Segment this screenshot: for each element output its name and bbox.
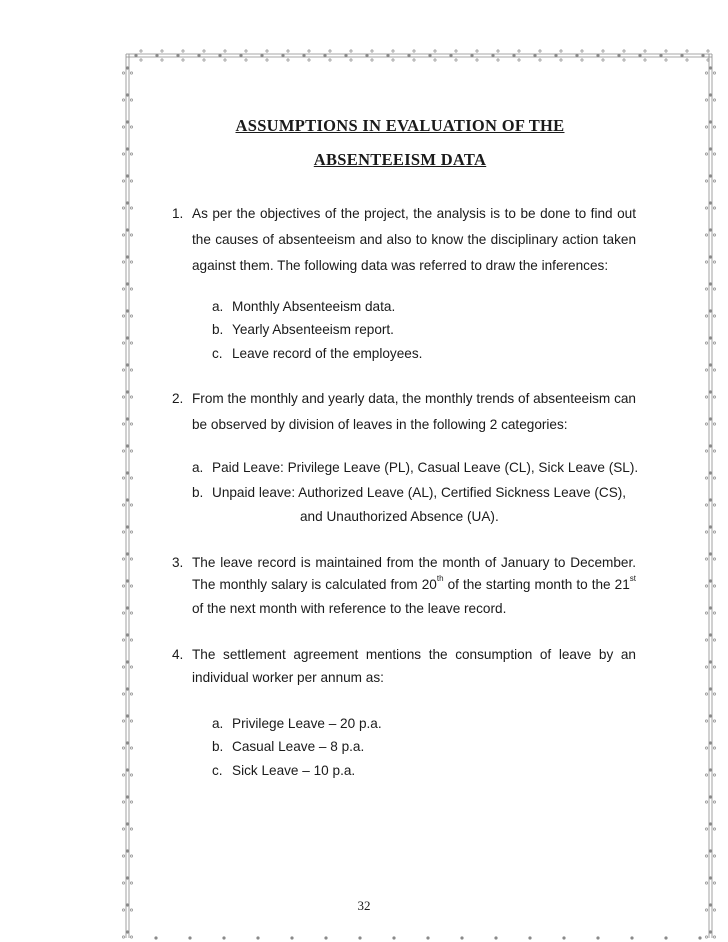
- sub-item-marker: c.: [212, 346, 223, 361]
- sub-item-text: Privilege Leave – 20 p.a.: [232, 716, 382, 731]
- sub-item-marker: a.: [212, 299, 224, 314]
- paragraph-line: of the next month with reference to the leave record.: [192, 601, 507, 616]
- page-number: 32: [357, 898, 371, 913]
- sub-item-text: Casual Leave – 8 p.a.: [232, 739, 365, 754]
- sub-item-text: Yearly Absenteeism report.: [232, 322, 394, 337]
- paragraph-line: The settlement agreement mentions the consumption of leave by an: [192, 647, 636, 662]
- paragraph-line: The monthly salary is calculated from 20th of the starting month to the 21st: [192, 574, 637, 592]
- list-item-number: 2.: [172, 391, 184, 406]
- sub-item-marker: b.: [212, 322, 224, 337]
- list-item-number: 4.: [172, 647, 184, 662]
- paragraph-line: against them. The following data was referred to draw the inferences:: [192, 258, 609, 273]
- paragraph-line: From the monthly and yearly data, the monthly trends of absenteeism can: [192, 391, 636, 406]
- sub-item-text: Leave record of the employees.: [232, 346, 423, 361]
- paragraph-line: individual worker per annum as:: [192, 670, 384, 685]
- paragraph-line: the causes of absenteeism and also to know the disciplinary action taken: [192, 232, 636, 247]
- page-title-line-2: ABSENTEEISM DATA: [313, 150, 487, 169]
- sub-item-marker: a.: [192, 460, 204, 475]
- list-item-number: 3.: [172, 555, 184, 570]
- page-title-line-1: ASSUMPTIONS IN EVALUATION OF THE: [235, 116, 565, 135]
- sub-item-text: Sick Leave – 10 p.a.: [232, 763, 356, 778]
- sub-item-text: and Unauthorized Absence (UA).: [300, 509, 499, 524]
- paragraph-line: be observed by division of leaves in the following 2 categories:: [192, 417, 568, 432]
- sub-item-marker: c.: [212, 763, 223, 778]
- paragraph-line: As per the objectives of the project, the analysis is to be done to find out: [192, 206, 636, 221]
- paragraph-line: The leave record is maintained from the month of January to December.: [192, 555, 636, 570]
- list-item-number: 1.: [172, 206, 184, 221]
- sub-item-text: Unpaid leave: Authorized Leave (AL), Certified Sickness Leave (CS),: [212, 485, 627, 500]
- sub-item-marker: b.: [212, 739, 224, 754]
- sub-item-marker: a.: [212, 716, 224, 731]
- sub-item-text: Monthly Absenteeism data.: [232, 299, 396, 314]
- sub-item-marker: b.: [192, 485, 204, 500]
- sub-item-text: Paid Leave: Privilege Leave (PL), Casual Leave (CL), Sick Leave (SL).: [212, 460, 639, 475]
